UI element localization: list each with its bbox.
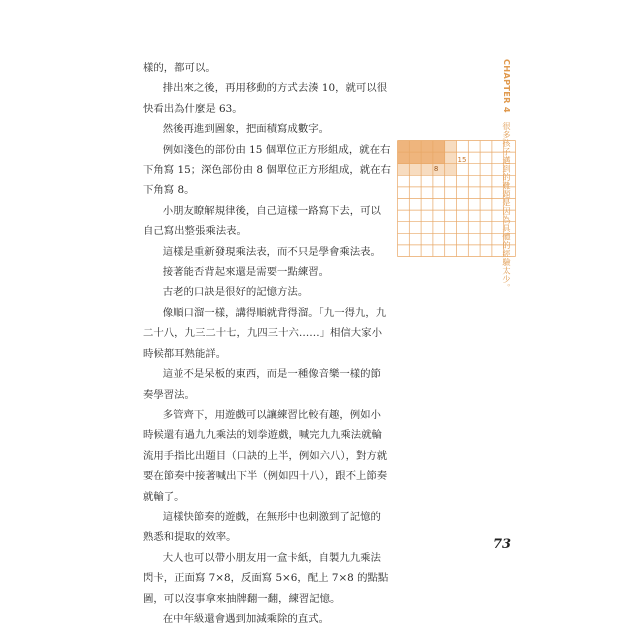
paragraph: 在中年級還會遇到加減乘除的直式。	[162, 612, 329, 625]
paragraph: 樣的，都可以。	[143, 62, 216, 74]
paragraph: 小朋友瞭解規律後，自己這樣一路寫下去，可以自己寫出整張乘法表。	[143, 204, 381, 238]
area-grid-figure	[397, 140, 517, 257]
paragraph: 像順口溜一樣，講得順就背得溜。「九一得九，九二十八，九三二十七，九四三十六……」相信大家小時候都耳熟能詳。	[143, 306, 387, 360]
grid-svg	[397, 140, 517, 257]
chapter-label: CHAPTER 4	[502, 59, 512, 113]
paragraph: 古老的口訣是很好的記憶方法。	[162, 286, 309, 299]
paragraph: 接著能否背起來還是需要一點練習。	[162, 266, 329, 279]
paragraph: 排出來之後，再用移動的方式去湊 10，就可以很快看出為什麼是 63。	[143, 82, 388, 115]
light-area-label: 15	[457, 156, 467, 165]
dark-area-label: 8	[433, 165, 439, 174]
page-number: 73	[493, 537, 512, 552]
chapter-title: 很多孩子邁到的難題是因為具體的經驗太少。	[502, 121, 512, 292]
paragraph: 例如淺色的部份由 15 個單位正方形組成，就在右下角寫 15；深色部份由 8 個單位正方形組成，就在右下角寫 8。	[143, 143, 391, 197]
paragraph: 然後再進到圖象，把面積寫成數字。	[162, 123, 329, 136]
paragraph: 大人也可以帶小朋友用一盒卡紙，自製九九乘法閃卡，正面寫 7×8，反面寫 5×6，配上 7×8 的點點圖，可以沒事拿來抽牌翻一翻，練習記憶。	[143, 551, 389, 605]
paragraph: 這樣快節奏的遊戲，在無形中也刺激到了記憶的熟悉和提取的效率。	[143, 510, 381, 544]
paragraph: 這樣是重新發現乘法表，而不只是學會乘法表。	[162, 245, 381, 258]
body-text	[143, 58, 391, 629]
paragraph: 這並不是呆板的東西，而是一種像音樂一樣的節奏學習法。	[143, 368, 381, 401]
paragraph: 多管齊下，用遊戲可以讓練習比較有趣，例如小時候還有過九九乘法的划拳遊戲，喊完九九乘法就輪流用手指比出題目（口訣的上半，例如六八），對方就要在節奏中接著喊出下半（例如四十八），跟不上節奏就輸了。	[143, 408, 388, 503]
